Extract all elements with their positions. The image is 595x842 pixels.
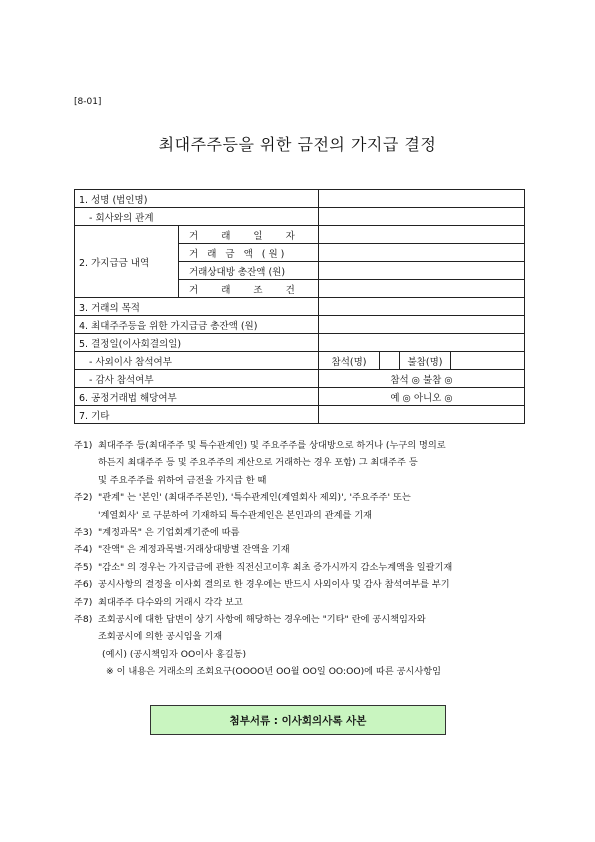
footnote-8: 주8) 조회공시에 대한 답변이 상기 사항에 해당하는 경우에는 "기타" 란에 공시책임자와 조회공시에 의한 공시임을 기재 (예시) (공시책임자 OO이사 홍길동) ※ 이 내용은 거래소의 조회요구(OOOO년 OO월 OO일 OO:OO)에 따른 공시사항임 [74, 614, 441, 678]
value-cell[interactable] [451, 352, 525, 370]
fair-trade-choice[interactable]: 예 ◎ 아니오 ◎ [319, 388, 525, 406]
value-cell[interactable] [319, 208, 525, 226]
table-row [75, 370, 525, 388]
table-row [75, 190, 525, 208]
attachment-box: 첨부서류 : 이사회의사록 사본 [150, 705, 446, 735]
sub-label-amount: 거 래 금 액 (원) [179, 244, 319, 262]
footnote-6: 주6) 공시사항의 결정을 이사회 결의로 한 경우에는 반드시 사외이사 및 감사 참석여부를 부기 [74, 579, 450, 591]
row-label-outside-director: - 사외이사 참석여부 [75, 352, 319, 370]
table-row [75, 352, 525, 370]
table-row [75, 334, 525, 352]
row-label-purpose: 3. 거래의 목적 [75, 298, 319, 316]
footnote-4: 주4) "잔액" 은 계정과목별·거래상대방별 잔액을 기재 [74, 544, 290, 556]
table-row [75, 406, 525, 424]
table-row [75, 226, 525, 244]
row-label-auditor: - 감사 참석여부 [75, 370, 319, 388]
footnote-1: 주1) 최대주주 등(최대주주 및 특수관계인) 및 주요주주를 상대방으로 하거나 (누구의 명의로 하든지 최대주주 등 및 주요주주의 계산으로 거래하는 경우 포함) 그 최대주주 등 및 주요주주를 위하여 금전을 가지급 한 때 [74, 440, 446, 486]
footnote-5: 주5) "감소" 의 경우는 가지급금에 관한 직전신고이후 최초 증가시까지 감소누계액을 일괄기재 [74, 561, 453, 573]
sub-label-terms: 거 래 조 건 [179, 280, 319, 298]
row-label-total-balance: 4. 최대주주등을 위한 가지급금 총잔액 (원) [75, 316, 319, 334]
attend-count-label: 참석(명) [319, 352, 380, 370]
value-cell[interactable] [319, 298, 525, 316]
value-cell[interactable] [319, 190, 525, 208]
value-cell[interactable] [319, 334, 525, 352]
value-cell[interactable] [319, 262, 525, 280]
footnote-3: 주3) "계정과목" 은 기업회계기준에 따름 [74, 527, 240, 539]
auditor-choice[interactable]: 참석 ◎ 불참 ◎ [319, 370, 525, 388]
row-label-other: 7. 기타 [75, 406, 319, 424]
absent-count-label: 불참(명) [400, 352, 451, 370]
footnotes [74, 437, 534, 681]
table-row [75, 208, 525, 226]
table-row [75, 316, 525, 334]
value-cell[interactable] [380, 352, 400, 370]
value-cell[interactable] [319, 226, 525, 244]
value-cell[interactable] [319, 280, 525, 298]
value-cell[interactable] [319, 406, 525, 424]
row-label-fair-trade: 6. 공정거래법 해당여부 [75, 388, 319, 406]
row-label-name: 1. 성명 (법인명) [75, 190, 319, 208]
row-label-relation: - 회사와의 관계 [75, 208, 319, 226]
table-row [75, 388, 525, 406]
footnote-2: 주2) "관계" 는 '본인' (최대주주본인), '특수관계인(계열회사 제외)', '주요주주' 또는 '계열회사' 로 구분하여 기재하되 특수관계인은 본인과의 관계를 기재 [74, 492, 411, 521]
row-label-decision-date: 5. 결정일(이사회결의일) [75, 334, 319, 352]
sub-label-date: 거 래 일 자 [179, 226, 319, 244]
value-cell[interactable] [319, 244, 525, 262]
table-row [75, 298, 525, 316]
row-label-advance-details: 2. 가지급금 내역 [75, 226, 179, 298]
form-code: [8-01] [74, 97, 102, 107]
disclosure-form-table [74, 189, 525, 424]
value-cell[interactable] [319, 316, 525, 334]
page-title: 최대주주등을 위한 금전의 가지급 결정 [158, 135, 437, 154]
footnote-7: 주7) 최대주주 다수와의 거래시 각각 보고 [74, 596, 243, 608]
sub-label-counterparty-balance: 거래상대방 총잔액 (원) [179, 262, 319, 280]
